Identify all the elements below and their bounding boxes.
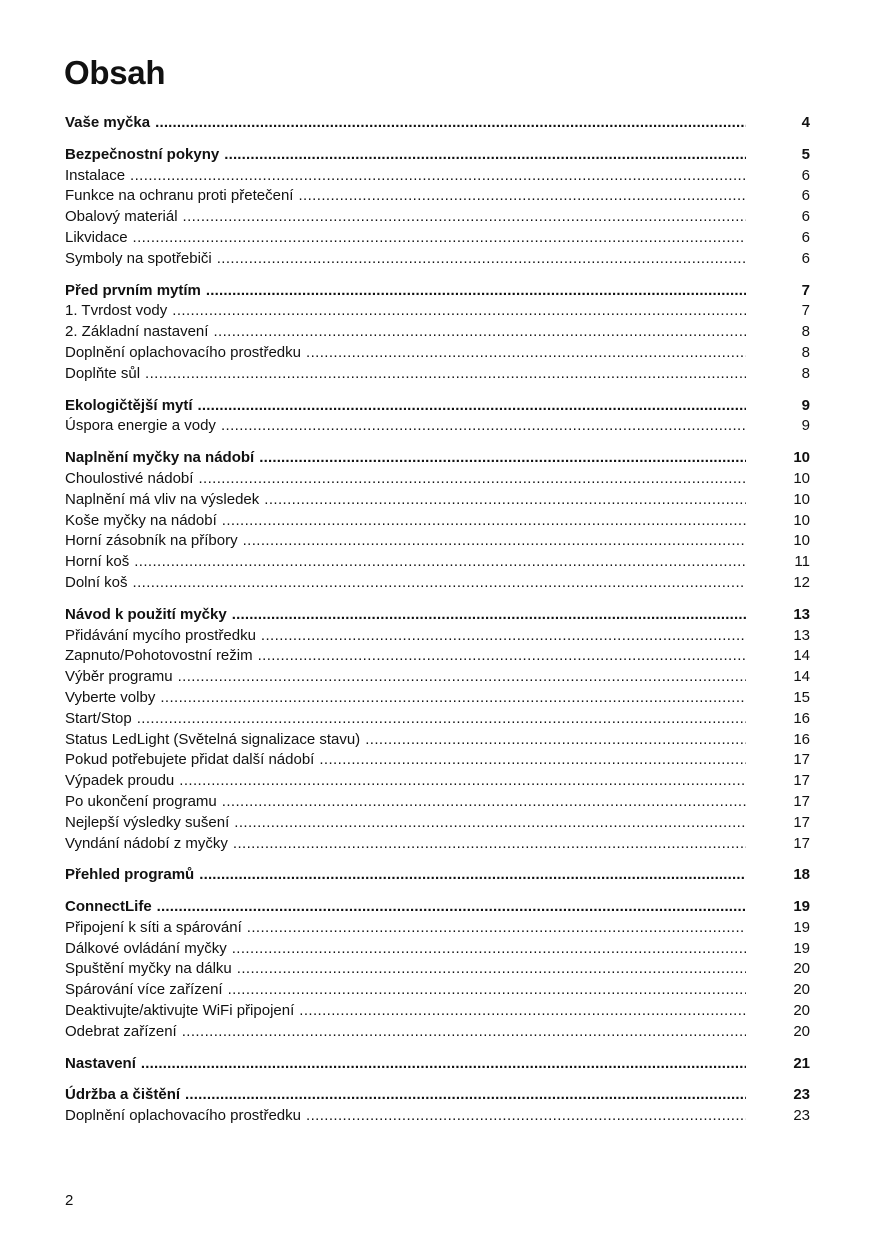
- dot-leader: [178, 667, 746, 688]
- toc-entry-label: Koše myčky na nádobí: [65, 511, 217, 529]
- toc-section-heading[interactable]: [65, 605, 810, 626]
- toc-entry[interactable]: [65, 469, 810, 490]
- toc-entry-label: Před prvním mytím: [65, 281, 201, 299]
- dot-leader: [130, 166, 746, 187]
- dot-leader: [224, 145, 746, 166]
- toc-entry-label: Obalový materiál: [65, 208, 178, 226]
- toc-section: [65, 897, 810, 1043]
- toc-entry-page: 8: [801, 364, 810, 382]
- toc-entry-page: 8: [801, 343, 810, 361]
- toc-entry-label: Symboly na spotřebiči: [65, 249, 212, 267]
- toc-entry-page: 13: [793, 626, 810, 644]
- toc-entry-page: 7: [801, 281, 810, 299]
- toc-section: [65, 113, 810, 134]
- toc-entry-page: 17: [793, 772, 810, 790]
- dot-leader: [157, 897, 746, 918]
- toc-entry[interactable]: [65, 980, 810, 1001]
- toc-entry[interactable]: [65, 1022, 810, 1043]
- toc-entry-page: 20: [793, 981, 810, 999]
- dot-leader: [217, 249, 746, 270]
- dot-leader: [133, 228, 746, 249]
- toc-entry[interactable]: [65, 750, 810, 771]
- dot-leader: [133, 573, 746, 594]
- toc-entry-label: Zapnuto/Pohotovostní režim: [65, 647, 253, 665]
- toc-entry[interactable]: [65, 364, 810, 385]
- toc-entry[interactable]: [65, 939, 810, 960]
- dot-leader: [232, 605, 746, 626]
- toc-entry-label: Doplnění oplachovacího prostředku: [65, 343, 301, 361]
- toc-entry-page: 9: [801, 396, 810, 414]
- toc-entry-label: Odebrat zařízení: [65, 1022, 177, 1040]
- toc-entry-label: Start/Stop: [65, 709, 132, 727]
- toc-entry[interactable]: [65, 959, 810, 980]
- toc-entry-label: Naplnění myčky na nádobí: [65, 449, 255, 467]
- toc-entry-label: Spárování více zařízení: [65, 981, 223, 999]
- toc-entry-label: Nejlepší výsledky sušení: [65, 813, 230, 831]
- dot-leader: [306, 1106, 746, 1127]
- toc-entry[interactable]: [65, 730, 810, 751]
- toc-section-heading[interactable]: [65, 1085, 810, 1106]
- toc-section-heading[interactable]: [65, 113, 810, 134]
- dot-leader: [221, 416, 746, 437]
- toc-entry-label: ConnectLife: [65, 898, 152, 916]
- toc-entry-page: 11: [794, 553, 810, 571]
- toc-entry[interactable]: [65, 186, 810, 207]
- toc-entry-page: 17: [793, 813, 810, 831]
- toc-section: [65, 865, 810, 886]
- dot-leader: [237, 959, 746, 980]
- dot-leader: [141, 1054, 746, 1075]
- toc-section: [65, 145, 810, 270]
- toc-section: [65, 448, 810, 594]
- dot-leader: [222, 511, 746, 532]
- toc-entry-page: 20: [793, 1022, 810, 1040]
- dot-leader: [222, 792, 746, 813]
- toc-entry[interactable]: [65, 1106, 810, 1127]
- toc-entry-page: 23: [793, 1107, 810, 1125]
- toc-entry[interactable]: [65, 301, 810, 322]
- dot-leader: [232, 939, 746, 960]
- toc-entry[interactable]: [65, 228, 810, 249]
- toc-entry[interactable]: [65, 667, 810, 688]
- toc-entry-label: Dolní koš: [65, 573, 128, 591]
- toc-entry-page: 18: [793, 866, 810, 884]
- toc-entry-label: Pokud potřebujete přidat další nádobí: [65, 751, 315, 769]
- toc-entry-page: 6: [801, 228, 810, 246]
- dot-leader: [137, 709, 746, 730]
- toc-entry-label: Údržba a čištění: [65, 1086, 181, 1104]
- toc-entry-label: Instalace: [65, 166, 126, 184]
- dot-leader: [206, 281, 746, 302]
- toc-section-heading[interactable]: [65, 145, 810, 166]
- dot-leader: [182, 1022, 746, 1043]
- toc-entry-page: 19: [793, 939, 810, 957]
- dot-leader: [228, 980, 746, 1001]
- toc-entry-page: 17: [793, 792, 810, 810]
- toc-entry-page: 12: [793, 573, 810, 591]
- toc-entry-label: Naplnění má vliv na výsledek: [65, 490, 260, 508]
- toc-entry-label: Vyberte volby: [65, 688, 156, 706]
- dot-leader: [258, 646, 746, 667]
- toc-entry-label: Vaše myčka: [65, 114, 151, 131]
- toc-entry-label: 2. Základní nastavení: [65, 323, 209, 341]
- page-title: Obsah: [64, 54, 166, 91]
- dot-leader: [299, 1001, 746, 1022]
- dot-leader: [172, 301, 746, 322]
- toc-entry-page: 19: [793, 918, 810, 936]
- toc-entry[interactable]: [65, 918, 810, 939]
- dot-leader: [160, 688, 746, 709]
- toc-entry[interactable]: [65, 511, 810, 532]
- toc-entry-page: 15: [793, 688, 810, 706]
- toc-section: [65, 1085, 810, 1127]
- toc-entry-page: 6: [801, 249, 810, 267]
- toc-entry-page: 10: [793, 490, 810, 508]
- toc-entry-label: Status LedLight (Světelná signalizace stavu): [65, 730, 361, 748]
- toc-entry-page: 23: [793, 1086, 810, 1104]
- toc-section-heading[interactable]: [65, 281, 810, 302]
- toc-entry-label: Horní zásobník na příbory: [65, 532, 238, 550]
- toc-entry-page: 16: [793, 730, 810, 748]
- toc-entry-label: Přehled programů: [65, 866, 195, 884]
- dot-leader: [183, 207, 746, 228]
- toc-entry-page: 4: [801, 114, 810, 131]
- dot-leader: [247, 918, 746, 939]
- toc-entry-page: 5: [801, 145, 810, 163]
- toc-entry[interactable]: [65, 322, 810, 343]
- toc-section-heading[interactable]: [65, 897, 810, 918]
- dot-leader: [233, 834, 746, 855]
- dot-leader: [306, 343, 746, 364]
- toc-entry-label: Přidávání mycího prostředku: [65, 626, 256, 644]
- dot-leader: [145, 364, 746, 385]
- toc-entry-page: 10: [793, 532, 810, 550]
- toc-entry[interactable]: [65, 249, 810, 270]
- toc-entry[interactable]: [65, 166, 810, 187]
- toc-entry-page: 9: [801, 417, 810, 435]
- page-number: 2: [65, 1192, 74, 1209]
- toc-entry[interactable]: [65, 207, 810, 228]
- toc-entry[interactable]: [65, 626, 810, 647]
- toc-entry[interactable]: [65, 646, 810, 667]
- dot-leader: [365, 730, 746, 751]
- toc-entry-page: 14: [793, 647, 810, 665]
- toc-entry-label: Ekologičtější mytí: [65, 396, 193, 414]
- dot-leader: [213, 322, 746, 343]
- toc-entry[interactable]: [65, 531, 810, 552]
- toc-entry-page: 7: [801, 302, 810, 320]
- toc-entry[interactable]: [65, 792, 810, 813]
- toc-section-heading[interactable]: [65, 1054, 810, 1075]
- toc-entry[interactable]: [65, 416, 810, 437]
- dot-leader: [234, 813, 746, 834]
- toc-entry-label: Výpadek proudu: [65, 772, 175, 790]
- toc-entry-page: 16: [793, 709, 810, 727]
- toc-entry-page: 19: [793, 898, 810, 916]
- dot-leader: [259, 448, 746, 469]
- toc-entry[interactable]: [65, 771, 810, 792]
- toc-entry-page: 10: [793, 469, 810, 487]
- toc-entry-label: 1. Tvrdost vody: [65, 302, 168, 320]
- toc-entry-label: Po ukončení programu: [65, 792, 217, 810]
- table-of-contents: [65, 113, 810, 1138]
- toc-section: [65, 605, 810, 855]
- toc-section-heading[interactable]: [65, 396, 810, 417]
- toc-entry[interactable]: [65, 834, 810, 855]
- toc-section: [65, 396, 810, 438]
- toc-entry[interactable]: [65, 688, 810, 709]
- dot-leader: [298, 186, 746, 207]
- dot-leader: [261, 626, 746, 647]
- toc-section-heading[interactable]: [65, 448, 810, 469]
- toc-entry-page: 10: [793, 511, 810, 529]
- toc-entry-page: 14: [793, 668, 810, 686]
- toc-entry-label: Choulostivé nádobí: [65, 469, 194, 487]
- toc-entry-label: Likvidace: [65, 228, 128, 246]
- toc-entry-label: Návod k použití myčky: [65, 605, 227, 623]
- toc-entry-label: Výběr programu: [65, 668, 173, 686]
- toc-entry[interactable]: [65, 552, 810, 573]
- toc-entry[interactable]: [65, 1001, 810, 1022]
- toc-entry-page: 20: [793, 1002, 810, 1020]
- toc-entry-label: Bezpečnostní pokyny: [65, 145, 220, 163]
- toc-entry-label: Doplňte sůl: [65, 364, 141, 382]
- dot-leader: [198, 469, 746, 490]
- toc-entry-label: Spuštění myčky na dálku: [65, 960, 232, 978]
- toc-entry-label: Připojení k síti a spárování: [65, 918, 242, 936]
- dot-leader: [199, 865, 746, 886]
- toc-section: [65, 281, 810, 385]
- toc-entry-page: 13: [793, 605, 810, 623]
- dot-leader: [179, 771, 746, 792]
- toc-entry-label: Horní koš: [65, 553, 130, 571]
- dot-leader: [319, 750, 746, 771]
- toc-entry-page: 8: [801, 323, 810, 341]
- toc-entry-label: Doplnění oplachovacího prostředku: [65, 1107, 301, 1125]
- toc-section: [65, 1054, 810, 1075]
- toc-entry-label: Funkce na ochranu proti přetečení: [65, 187, 294, 205]
- toc-entry[interactable]: [65, 813, 810, 834]
- toc-entry[interactable]: [65, 573, 810, 594]
- toc-entry-page: 6: [801, 166, 810, 184]
- dot-leader: [243, 531, 746, 552]
- toc-entry-page: 6: [801, 187, 810, 205]
- toc-entry[interactable]: [65, 490, 810, 511]
- dot-leader: [264, 490, 746, 511]
- toc-entry[interactable]: [65, 709, 810, 730]
- dot-leader: [155, 113, 746, 134]
- toc-entry-page: 6: [801, 208, 810, 226]
- toc-section-heading[interactable]: [65, 865, 810, 886]
- toc-entry-page: 20: [793, 960, 810, 978]
- toc-entry-page: 10: [793, 449, 810, 467]
- toc-entry-page: 17: [793, 834, 810, 852]
- toc-entry-page: 21: [793, 1054, 810, 1072]
- dot-leader: [134, 552, 746, 573]
- toc-entry-page: 17: [793, 751, 810, 769]
- toc-entry[interactable]: [65, 343, 810, 364]
- toc-entry-label: Deaktivujte/aktivujte WiFi připojení: [65, 1002, 295, 1020]
- toc-entry-label: Vyndání nádobí z myčky: [65, 834, 228, 852]
- dot-leader: [198, 396, 746, 417]
- toc-entry-label: Úspora energie a vody: [65, 417, 216, 435]
- dot-leader: [185, 1085, 746, 1106]
- toc-entry-label: Nastavení: [65, 1054, 136, 1072]
- toc-entry-label: Dálkové ovládání myčky: [65, 939, 227, 957]
